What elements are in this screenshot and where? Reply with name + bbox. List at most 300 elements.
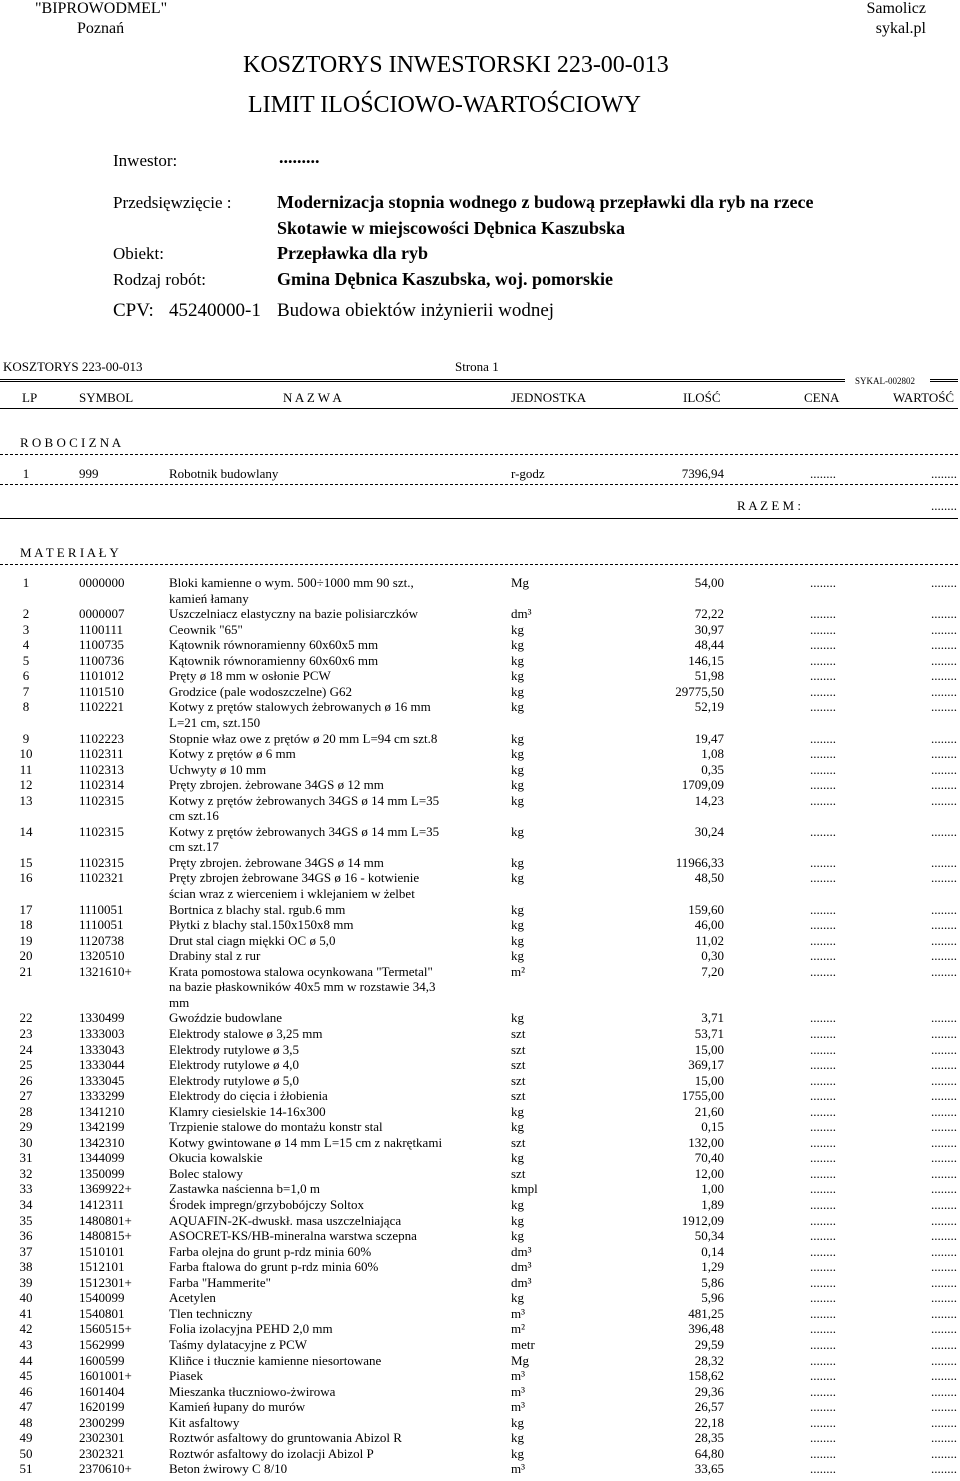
row-symbol: 1369922+ — [79, 1181, 132, 1197]
row-lp: 13 — [19, 792, 33, 808]
row-value: ........ — [931, 699, 957, 715]
document-subtitle: LIMIT ILOŚCIOWO-WARTOŚCIOWY — [248, 92, 641, 118]
row-lp: 50 — [19, 1445, 33, 1461]
row-lp: 34 — [19, 1197, 33, 1212]
page-number: Strona 1 — [455, 359, 499, 374]
row-unit: dm³ — [511, 1243, 532, 1259]
row-name: Tlen techniczny — [169, 1305, 253, 1321]
row-price: ........ — [810, 1259, 836, 1275]
header-rule — [0, 379, 845, 382]
row-quantity: 159,60 — [688, 901, 724, 917]
row-unit: dm³ — [511, 1274, 532, 1290]
row-lp: 43 — [19, 1336, 33, 1352]
row-unit: szt — [511, 1072, 526, 1088]
row-symbol: 1330499 — [79, 1010, 125, 1026]
row-symbol: 1102311 — [79, 746, 124, 762]
row-value: ........ — [931, 1181, 957, 1197]
row-unit: dm³ — [511, 1259, 532, 1275]
row-lp: 32 — [19, 1165, 33, 1181]
row-value: ........ — [931, 1461, 957, 1477]
row-name: Środek impregn/grzybobójczy Soltox — [169, 1197, 364, 1212]
col-quantity: ILOŚĆ — [683, 390, 721, 405]
table-row — [0, 1026, 960, 1042]
table-row — [0, 1073, 960, 1089]
table-row — [0, 1415, 960, 1431]
table-row — [0, 575, 960, 591]
row-value: ........ — [931, 823, 957, 839]
table-row — [0, 1166, 960, 1182]
row-quantity: 52,19 — [694, 699, 724, 715]
col-value: WARTOŚĆ — [893, 390, 955, 405]
table-row — [0, 466, 960, 482]
row-name: Drabiny stal z rur — [169, 948, 261, 964]
row-price: ........ — [810, 777, 836, 793]
row-value: ........ — [931, 1336, 957, 1352]
labour-total-value: ........ — [931, 498, 957, 513]
row-symbol: 1333045 — [79, 1072, 125, 1088]
row-quantity: 1912,09 — [681, 1212, 724, 1228]
row-value: ........ — [931, 1150, 957, 1166]
table-row — [0, 606, 960, 622]
row-unit: kg — [511, 948, 524, 964]
row-symbol: 1102315 — [79, 792, 125, 808]
row-value: ........ — [931, 963, 957, 979]
row-symbol: 999 — [79, 466, 99, 481]
row-name: Pręty zbrojen żebrowane 34GS ø 16 - kotwienie — [169, 870, 420, 886]
row-name: Taśmy dylatacyjne z PCW — [169, 1336, 308, 1352]
row-name: Elektrody rutylowe ø 4,0 — [169, 1057, 299, 1073]
row-symbol: 1342310 — [79, 1134, 125, 1150]
row-price: ........ — [810, 1445, 836, 1461]
row-name-continuation: ścian wraz z wierceniem i wklejaniem w żelbet — [169, 886, 415, 901]
row-price: ........ — [810, 652, 836, 668]
row-name: Farba ftalowa do grunt p-rdz minia 60% — [169, 1259, 379, 1275]
row-value: ........ — [931, 870, 957, 886]
row-symbol: 2302321 — [79, 1445, 125, 1461]
row-price: ........ — [810, 1134, 836, 1150]
row-quantity: 48,50 — [694, 870, 724, 886]
row-price: ........ — [810, 730, 836, 746]
row-price: ........ — [810, 1119, 836, 1135]
row-symbol: 1350099 — [79, 1165, 125, 1181]
project-value-2: Skotawie w miejscowości Dębnica Kaszubska — [277, 218, 626, 238]
labour-section-title: R O B O C I Z N A — [20, 435, 122, 450]
row-name: Krata pomostowa stalowa ocynkowana "Termetal" — [169, 963, 433, 979]
row-lp: 45 — [19, 1368, 33, 1384]
row-symbol: 1512301+ — [79, 1274, 132, 1290]
row-value: ........ — [931, 1352, 957, 1368]
row-value: ........ — [931, 1041, 957, 1057]
row-quantity: 7396,94 — [681, 466, 724, 481]
table-row — [0, 1337, 960, 1353]
row-unit: szt — [511, 1025, 526, 1041]
row-price: ........ — [810, 746, 836, 762]
row-price: ........ — [810, 1274, 836, 1290]
row-lp: 35 — [19, 1212, 33, 1228]
row-symbol: 1100111 — [79, 621, 124, 637]
row-symbol: 1120738 — [79, 932, 125, 948]
row-quantity: 0,35 — [701, 761, 724, 777]
row-lp: 49 — [19, 1430, 33, 1446]
row-name: Kątownik równoramienny 60x60x6 mm — [169, 652, 379, 668]
table-row — [0, 824, 960, 840]
row-unit: kg — [511, 823, 524, 839]
row-value: ........ — [931, 1321, 957, 1337]
row-symbol: 1333003 — [79, 1025, 125, 1041]
row-price: ........ — [810, 917, 836, 933]
row-quantity: 3,71 — [701, 1010, 724, 1026]
row-quantity: 0,14 — [701, 1243, 724, 1259]
row-name: Elektrody rutylowe ø 3,5 — [169, 1041, 299, 1057]
row-lp: 44 — [19, 1352, 33, 1368]
row-lp: 9 — [22, 730, 30, 746]
row-symbol: 1342199 — [79, 1119, 125, 1135]
row-value: ........ — [931, 1010, 957, 1026]
row-quantity: 28,32 — [694, 1352, 724, 1368]
row-unit: kg — [511, 637, 524, 653]
row-lp: 40 — [19, 1290, 33, 1306]
document-code: SYKAL-002802 — [855, 376, 915, 386]
row-value: ........ — [931, 854, 957, 870]
labour-total-rule — [0, 518, 958, 519]
row-symbol: 1341210 — [79, 1103, 125, 1119]
row-unit: szt — [511, 1057, 526, 1073]
materials-rule-top — [0, 564, 958, 565]
row-name: Kotwy z prętów żebrowanych 34GS ø 14 mm L=35 — [169, 792, 440, 808]
row-symbol: 0000000 — [79, 575, 125, 590]
row-name-continuation: na bazie płaskowników 40x5 mm w rozstawie 34,3 — [169, 979, 436, 995]
document-title: KOSZTORYS INWESTORSKI 223-00-013 — [243, 52, 669, 78]
cpv-description: Budowa obiektów inżynierii wodnej — [277, 300, 555, 321]
row-price: ........ — [810, 683, 836, 699]
table-row — [0, 1399, 960, 1415]
row-price: ........ — [810, 1057, 836, 1073]
row-quantity: 7,20 — [701, 963, 724, 979]
row-value: ........ — [931, 1305, 957, 1321]
row-lp: 47 — [19, 1399, 33, 1415]
row-name: Bolec stalowy — [169, 1165, 244, 1181]
table-row — [0, 1181, 960, 1197]
row-symbol: 1100735 — [79, 637, 125, 653]
row-name-continuation: mm — [169, 994, 190, 1010]
project-label: Przedsięwzięcie : — [113, 193, 232, 212]
row-quantity: 11,02 — [695, 932, 724, 948]
row-value: ........ — [931, 1212, 957, 1228]
table-row — [0, 870, 960, 886]
row-symbol: 2302301 — [79, 1430, 125, 1446]
row-symbol: 1540801 — [79, 1305, 125, 1321]
row-unit: szt — [511, 1134, 526, 1150]
row-symbol: 1480815+ — [79, 1228, 132, 1244]
row-quantity: 5,96 — [701, 1290, 724, 1306]
table-row — [0, 855, 960, 871]
row-symbol: 1601404 — [79, 1383, 125, 1399]
row-name: Folia izolacyjna PEHD 2,0 mm — [169, 1321, 333, 1337]
row-value: ........ — [931, 1025, 957, 1041]
row-lp: 11 — [19, 761, 33, 777]
works-label: Rodzaj robót: — [113, 270, 207, 289]
row-value: ........ — [931, 1383, 957, 1399]
row-unit: kg — [511, 668, 524, 684]
row-unit: Mg — [511, 575, 530, 590]
row-price: ........ — [810, 1181, 836, 1197]
table-row — [0, 668, 960, 684]
row-price: ........ — [810, 575, 836, 590]
row-value: ........ — [931, 746, 957, 762]
row-quantity: 33,65 — [694, 1461, 724, 1477]
row-quantity: 11966,33 — [675, 854, 724, 870]
row-unit: kg — [511, 917, 524, 933]
row-name: Pręty zbrojen. żebrowane 34GS ø 12 mm — [169, 777, 384, 793]
row-unit: kg — [511, 1290, 524, 1306]
row-price: ........ — [810, 1243, 836, 1259]
row-value: ........ — [931, 668, 957, 684]
row-symbol: 1560515+ — [79, 1321, 132, 1337]
row-name-continuation: cm szt.16 — [169, 808, 219, 824]
row-lp: 7 — [22, 683, 30, 699]
row-value: ........ — [931, 1243, 957, 1259]
row-lp: 39 — [19, 1274, 33, 1290]
row-quantity: 15,00 — [694, 1072, 724, 1088]
row-quantity: 54,00 — [694, 575, 724, 590]
row-name: Roztwór asfaltowy do gruntowania Abizol R — [169, 1430, 402, 1446]
row-lp: 48 — [19, 1414, 33, 1430]
object-label: Obiekt: — [113, 244, 164, 263]
table-row — [0, 1104, 960, 1120]
labour-rule-bottom — [0, 484, 958, 485]
row-unit: m³ — [511, 1461, 526, 1477]
row-price: ........ — [810, 963, 836, 979]
investor-label: Inwestor: — [113, 151, 178, 170]
row-lp: 6 — [22, 668, 30, 684]
company-city: Poznań — [77, 20, 125, 37]
row-value: ........ — [931, 1259, 957, 1275]
row-unit: kg — [511, 792, 524, 808]
row-price: ........ — [810, 870, 836, 886]
row-price: ........ — [810, 1368, 836, 1384]
table-row — [0, 731, 960, 747]
table-row — [0, 1197, 960, 1213]
row-price: ........ — [810, 901, 836, 917]
row-quantity: 29,36 — [694, 1383, 724, 1399]
row-value: ........ — [931, 1430, 957, 1446]
row-value: ........ — [931, 621, 957, 637]
table-row — [0, 1461, 960, 1477]
row-quantity: 369,17 — [688, 1057, 724, 1073]
row-price: ........ — [810, 1414, 836, 1430]
row-lp: 38 — [19, 1259, 33, 1275]
table-row — [0, 746, 960, 762]
row-name: Kotwy gwintowane ø 14 mm L=15 cm z nakrętkami — [169, 1134, 443, 1150]
row-name: Uszczelniacz elastyczny na bazie polisiarczków — [169, 606, 419, 622]
row-unit: kg — [511, 683, 524, 699]
row-name: Grodzice (pale wodoszczelne) G62 — [169, 683, 352, 699]
project-value-1: Modernizacja stopnia wodnego z budową przepławki dla ryb na rzece — [277, 192, 814, 212]
row-price: ........ — [810, 1461, 836, 1477]
table-row — [0, 637, 960, 653]
row-value: ........ — [931, 1134, 957, 1150]
row-name: Elektrody stalowe ø 3,25 mm — [169, 1025, 323, 1041]
row-unit: m² — [511, 963, 526, 979]
table-row — [0, 1042, 960, 1058]
table-row — [0, 1321, 960, 1337]
row-lp: 33 — [19, 1181, 33, 1197]
row-value: ........ — [931, 948, 957, 964]
row-price: ........ — [810, 1336, 836, 1352]
col-unit: JEDNOSTKA — [511, 390, 587, 405]
row-name: Okucia kowalskie — [169, 1150, 263, 1166]
row-quantity: 29775,50 — [675, 683, 724, 699]
row-quantity: 51,98 — [694, 668, 724, 684]
row-unit: kg — [511, 1228, 524, 1244]
row-unit: kg — [511, 1414, 524, 1430]
row-quantity: 1,00 — [701, 1181, 724, 1197]
author-site: sykal.pl — [875, 20, 926, 37]
table-row — [0, 902, 960, 918]
row-value: ........ — [931, 1399, 957, 1415]
row-lp: 30 — [19, 1134, 33, 1150]
row-value: ........ — [931, 466, 957, 481]
row-symbol: 1510101 — [79, 1243, 125, 1259]
row-lp: 37 — [19, 1243, 33, 1259]
row-unit: szt — [511, 1041, 526, 1057]
row-unit: kg — [511, 1119, 524, 1135]
row-unit: kg — [511, 1430, 524, 1446]
row-lp: 15 — [19, 854, 33, 870]
row-price: ........ — [810, 1010, 836, 1026]
table-row — [0, 964, 960, 980]
row-value: ........ — [931, 777, 957, 793]
row-lp: 16 — [19, 870, 33, 886]
row-name: Kit asfaltowy — [169, 1414, 240, 1430]
row-lp: 25 — [19, 1057, 33, 1073]
row-quantity: 146,15 — [688, 652, 724, 668]
row-quantity: 132,00 — [688, 1134, 724, 1150]
table-row — [0, 1119, 960, 1135]
row-value: ........ — [931, 652, 957, 668]
row-symbol: 1102315 — [79, 854, 125, 870]
col-lp: LP — [22, 390, 38, 405]
row-symbol: 1620199 — [79, 1399, 125, 1415]
row-unit: kg — [511, 621, 524, 637]
row-price: ........ — [810, 761, 836, 777]
row-unit: kg — [511, 1212, 524, 1228]
row-name: Bortnica z blachy stal. rgub.6 mm — [169, 901, 346, 917]
table-row — [0, 1088, 960, 1104]
row-unit: kmpl — [511, 1181, 538, 1197]
row-quantity: 396,48 — [688, 1321, 724, 1337]
row-value: ........ — [931, 932, 957, 948]
row-quantity: 5,86 — [701, 1274, 724, 1290]
row-price: ........ — [810, 1430, 836, 1446]
row-lp: 4 — [22, 637, 30, 653]
row-symbol: 1102221 — [79, 699, 125, 715]
row-symbol: 1101510 — [79, 683, 125, 699]
row-name-continuation: kamień łamany — [169, 590, 249, 606]
row-lp: 12 — [19, 777, 33, 793]
row-lp: 2 — [22, 606, 30, 622]
row-price: ........ — [810, 1165, 836, 1181]
row-unit: m³ — [511, 1368, 526, 1384]
row-name: Farba "Hammerite" — [169, 1274, 271, 1290]
labour-total-label: R A Z E M : — [737, 498, 801, 513]
row-value: ........ — [931, 606, 957, 622]
row-name: Płytki z blachy stal.150x150x8 mm — [169, 917, 354, 933]
row-quantity: 46,00 — [694, 917, 724, 933]
row-name: Kotwy z prętów stalowych żebrowanych ø 16 mm — [169, 699, 431, 715]
cpv-code: 45240000-1 — [169, 300, 261, 321]
row-unit: kg — [511, 699, 524, 715]
table-row — [0, 793, 960, 809]
table-row — [0, 1244, 960, 1260]
works-value: Gmina Dębnica Kaszubska, woj. pomorskie — [277, 269, 614, 289]
row-lp: 18 — [19, 917, 33, 933]
row-symbol: 1333043 — [79, 1041, 125, 1057]
row-value: ........ — [931, 1368, 957, 1384]
row-symbol: 1102314 — [79, 777, 125, 793]
row-symbol: 1102321 — [79, 870, 125, 886]
row-name: Elektrody do cięcia i żłobienia — [169, 1088, 328, 1104]
row-price: ........ — [810, 637, 836, 653]
row-quantity: 1,29 — [701, 1259, 724, 1275]
row-name: Mieszanka tłuczniowo-żwirowa — [169, 1383, 336, 1399]
row-value: ........ — [931, 1088, 957, 1104]
row-price: ........ — [810, 1383, 836, 1399]
row-value: ........ — [931, 1274, 957, 1290]
row-quantity: 30,24 — [694, 823, 724, 839]
row-value: ........ — [931, 1197, 957, 1212]
row-lp: 36 — [19, 1228, 33, 1244]
row-lp: 19 — [19, 932, 33, 948]
table-row — [0, 762, 960, 778]
row-unit: kg — [511, 1150, 524, 1166]
row-unit: kg — [511, 1445, 524, 1461]
row-unit: dm³ — [511, 606, 532, 622]
row-value: ........ — [931, 1119, 957, 1135]
row-quantity: 50,34 — [694, 1228, 724, 1244]
row-symbol: 1540099 — [79, 1290, 125, 1306]
row-name: Kotwy z prętów ø 6 mm — [169, 746, 296, 762]
row-name: Kątownik równoramienny 60x60x5 mm — [169, 637, 379, 653]
row-quantity: 26,57 — [694, 1399, 724, 1415]
row-quantity: 14,23 — [694, 792, 724, 808]
row-value: ........ — [931, 1445, 957, 1461]
table-row — [0, 1275, 960, 1291]
row-unit: m³ — [511, 1383, 526, 1399]
row-lp: 17 — [19, 901, 33, 917]
header-rule-right — [930, 379, 958, 382]
row-name: ASOCRET-KS/HB-mineralna warstwa sczepna — [169, 1228, 417, 1244]
table-row — [0, 684, 960, 700]
row-price: ........ — [810, 854, 836, 870]
table-row — [0, 1135, 960, 1151]
row-name: Roztwór asfaltowy do izolacji Abizol P — [169, 1445, 374, 1461]
row-unit: m³ — [511, 1399, 526, 1415]
row-name: Trzpienie stalowe do montażu konstr stal — [169, 1119, 383, 1135]
table-row — [0, 1430, 960, 1446]
row-unit: metr — [511, 1336, 535, 1352]
row-lp: 3 — [22, 621, 30, 637]
table-row — [0, 1150, 960, 1166]
row-quantity: 29,59 — [694, 1336, 724, 1352]
row-lp: 42 — [19, 1321, 33, 1337]
row-unit: kg — [511, 870, 524, 886]
row-value: ........ — [931, 1228, 957, 1244]
row-lp: 1 — [22, 575, 30, 590]
row-symbol: 1512101 — [79, 1259, 125, 1275]
row-unit: kg — [511, 932, 524, 948]
row-price: ........ — [810, 1150, 836, 1166]
